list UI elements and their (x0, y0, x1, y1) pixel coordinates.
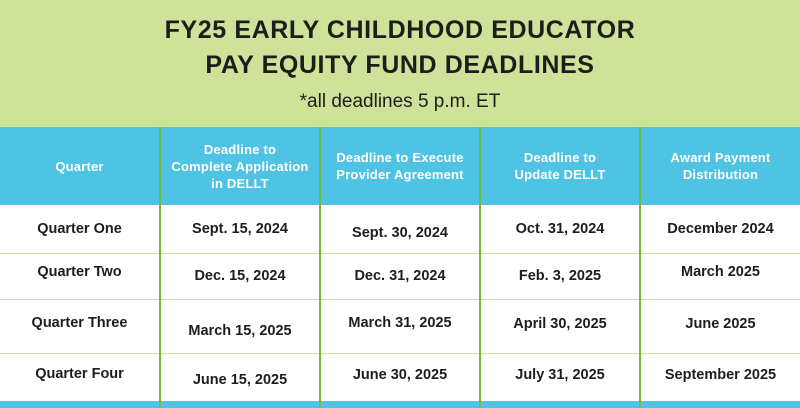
table-cell-update-dellt: Oct. 31, 2024 (515, 221, 605, 237)
table-cell-quarter: Quarter Three (31, 315, 128, 331)
table-row (0, 299, 800, 353)
table-cell-award-payment: June 2025 (685, 316, 756, 332)
table-cell-award-payment: September 2025 (664, 367, 777, 383)
column-divider (639, 127, 641, 408)
title-banner (0, 0, 800, 127)
table-cell-award-payment: December 2024 (667, 221, 774, 237)
table-cell-complete-application: Sept. 15, 2024 (192, 221, 288, 237)
table-header-row (0, 127, 800, 205)
table-row (0, 353, 800, 401)
page-title-line-1: FY25 EARLY CHILDHOOD EDUCATOR (164, 16, 636, 44)
column-divider (159, 127, 161, 408)
table-cell-update-dellt: July 31, 2025 (515, 367, 605, 383)
table-cell-complete-application: June 15, 2025 (192, 372, 288, 388)
column-divider (479, 127, 481, 408)
column-divider (319, 127, 321, 408)
table-cell-execute-agreement: Dec. 31, 2024 (354, 267, 446, 284)
table-cell-quarter: Quarter Two (37, 263, 122, 280)
table-cell-complete-application: Dec. 15, 2024 (194, 267, 286, 284)
table-cell-quarter: Quarter One (37, 221, 122, 237)
column-header-complete-application: Deadline to Complete Application in DELLT (171, 141, 309, 191)
deadlines-table (0, 127, 800, 408)
table-cell-execute-agreement: March 31, 2025 (348, 315, 452, 331)
column-header-quarter: Quarter (55, 158, 104, 174)
column-header-award-payment: Award Payment Distribution (670, 150, 771, 182)
table-bottom-bar (0, 401, 800, 408)
column-header-execute-agreement: Deadline to Execute Provider Agreement (336, 150, 464, 182)
table-cell-update-dellt: April 30, 2025 (513, 316, 607, 332)
table-cell-execute-agreement: June 30, 2025 (352, 367, 448, 383)
page-subtitle: *all deadlines 5 p.m. ET (299, 91, 501, 112)
table-cell-update-dellt: Feb. 3, 2025 (518, 267, 602, 284)
page-title-line-2: PAY EQUITY FUND DEADLINES (205, 51, 595, 79)
table-cell-award-payment: March 2025 (681, 263, 760, 280)
table-cell-quarter: Quarter Four (35, 366, 124, 382)
column-header-update-dellt: Deadline to Update DELLT (514, 150, 606, 182)
table-row (0, 205, 800, 253)
table-cell-complete-application: March 15, 2025 (188, 323, 292, 339)
table-cell-execute-agreement: Sept. 30, 2024 (352, 225, 448, 241)
table-row (0, 253, 800, 298)
